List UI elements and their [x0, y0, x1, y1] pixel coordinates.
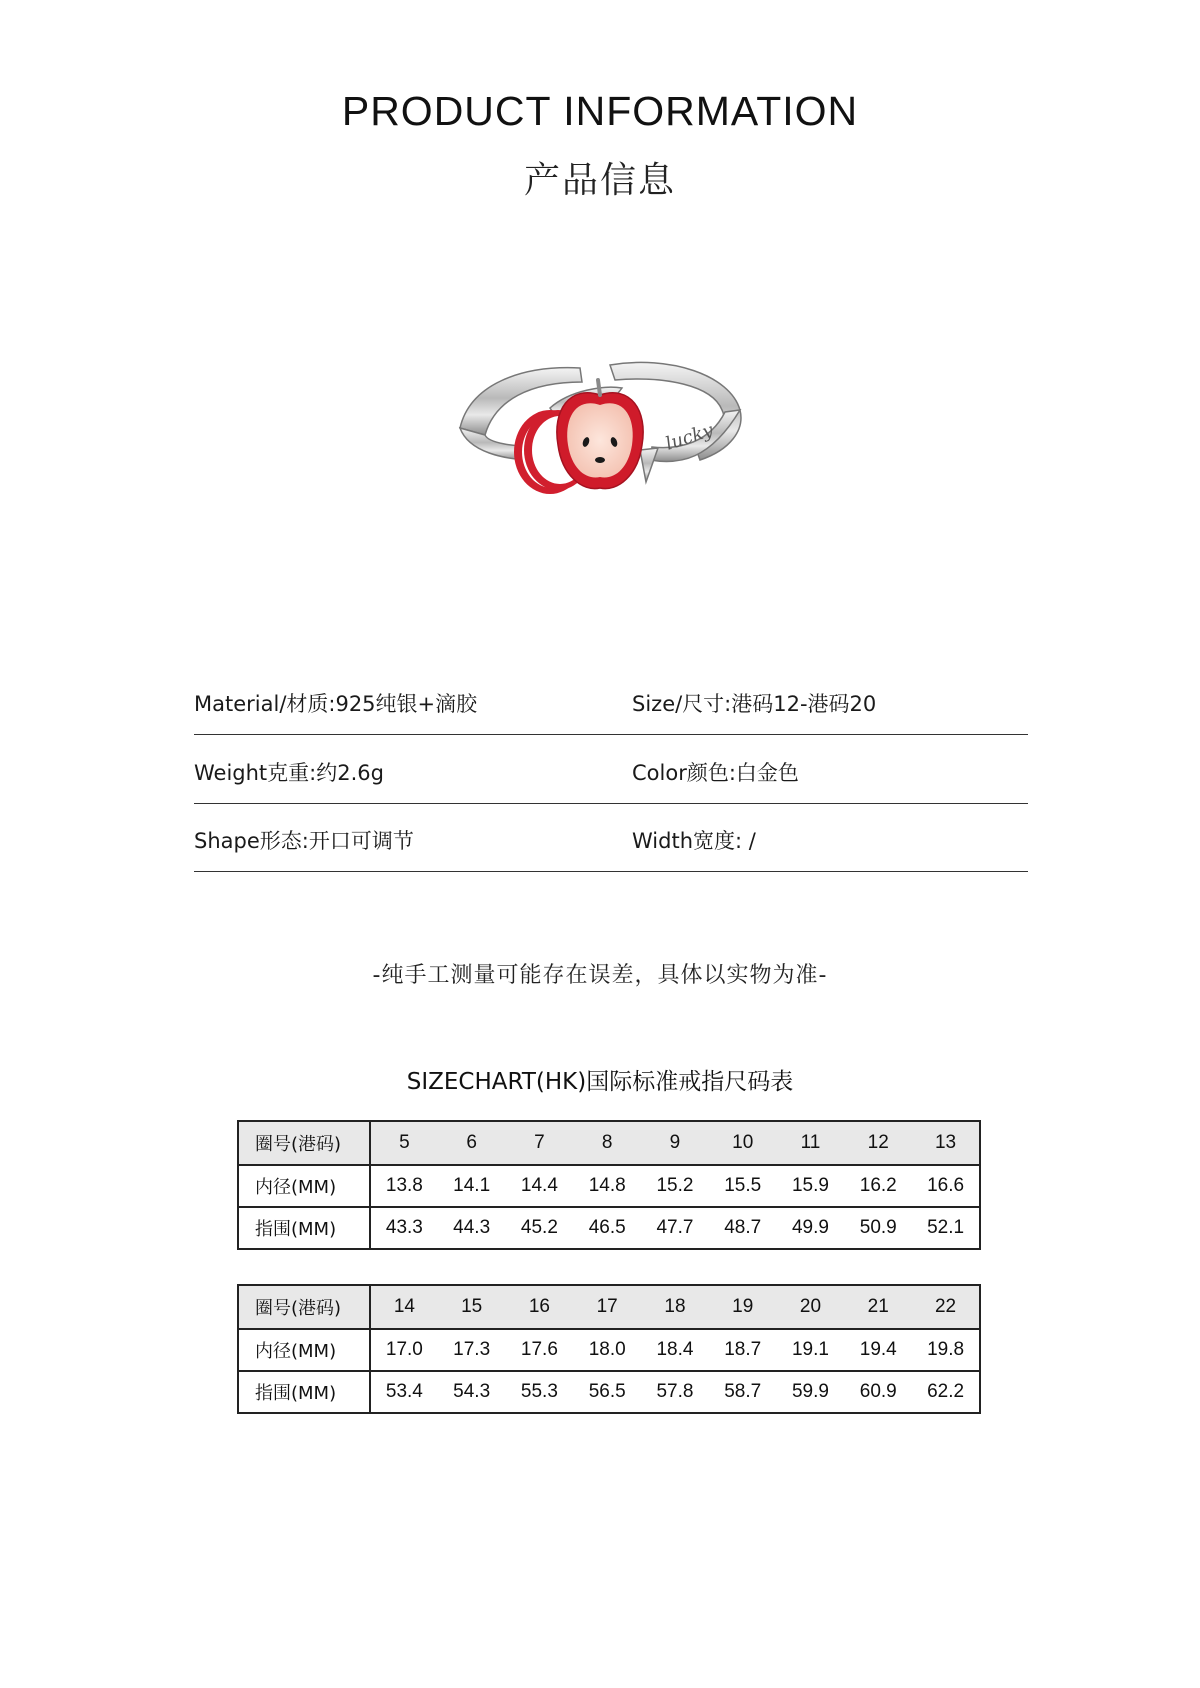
page-title-en: PRODUCT INFORMATION: [341, 88, 859, 134]
table-row: [238, 1371, 980, 1413]
row-label: 内径(MM): [238, 1329, 370, 1371]
row-label: 内径(MM): [238, 1165, 370, 1207]
table-cell: 55.3: [506, 1371, 574, 1413]
table-cell: 14.8: [573, 1165, 641, 1207]
table-cell: 17.0: [370, 1329, 438, 1371]
table-cell: 17.3: [438, 1329, 506, 1371]
table-cell: 20: [777, 1285, 845, 1329]
table-cell: 57.8: [641, 1371, 709, 1413]
table-cell: 16: [506, 1285, 574, 1329]
info-row-weight-color: [194, 743, 1028, 804]
table-cell: 14.1: [438, 1165, 506, 1207]
table-cell: 5: [370, 1121, 438, 1165]
size-text: Size/尺寸:港码12-港码20: [632, 692, 877, 716]
table-cell: 50.9: [844, 1207, 912, 1249]
measurement-note: -纯手工测量可能存在误差，具体以实物为准-: [372, 963, 828, 988]
size-table-2: [237, 1284, 981, 1414]
apple-ring-image: [440, 350, 770, 580]
table-cell: 17.6: [506, 1329, 574, 1371]
row-label: 指围(MM): [238, 1207, 370, 1249]
table-cell: 52.1: [912, 1207, 980, 1249]
material-text: Material/材质:925纯银+滴胶: [194, 692, 478, 716]
table-cell: 14.4: [506, 1165, 574, 1207]
table-cell: 12: [844, 1121, 912, 1165]
table-cell: 43.3: [370, 1207, 438, 1249]
table-cell: 10: [709, 1121, 777, 1165]
table-cell: 47.7: [641, 1207, 709, 1249]
table-cell: 45.2: [506, 1207, 574, 1249]
shape-text: Shape形态:开口可调节: [194, 829, 414, 853]
table-cell: 54.3: [438, 1371, 506, 1413]
table-cell: 14: [370, 1285, 438, 1329]
table-cell: 19: [709, 1285, 777, 1329]
row-label: 指围(MM): [238, 1371, 370, 1413]
table-row: [238, 1329, 980, 1371]
color-text: Color颜色:白金色: [632, 761, 799, 785]
table-cell: 8: [573, 1121, 641, 1165]
table-row: [238, 1207, 980, 1249]
table-cell: 15.2: [641, 1165, 709, 1207]
table-cell: 44.3: [438, 1207, 506, 1249]
table-row: [238, 1165, 980, 1207]
table-cell: 49.9: [777, 1207, 845, 1249]
table-cell: 15.9: [777, 1165, 845, 1207]
table-cell: 6: [438, 1121, 506, 1165]
info-row-shape-width: [194, 811, 1028, 872]
table-cell: 58.7: [709, 1371, 777, 1413]
row-label: 圈号(港码): [238, 1285, 370, 1329]
table-cell: 59.9: [777, 1371, 845, 1413]
table-cell: 19.1: [777, 1329, 845, 1371]
table-cell: 46.5: [573, 1207, 641, 1249]
table-cell: 16.6: [912, 1165, 980, 1207]
table-cell: 18.7: [709, 1329, 777, 1371]
width-text: Width宽度: /: [632, 829, 756, 853]
table-cell: 13.8: [370, 1165, 438, 1207]
table-cell: 53.4: [370, 1371, 438, 1413]
table-cell: 48.7: [709, 1207, 777, 1249]
size-table-1: [237, 1120, 981, 1250]
table-cell: 60.9: [844, 1371, 912, 1413]
table-cell: 19.8: [912, 1329, 980, 1371]
weight-text: Weight克重:约2.6g: [194, 761, 384, 785]
table-cell: 18: [641, 1285, 709, 1329]
table-cell: 15: [438, 1285, 506, 1329]
table-cell: 19.4: [844, 1329, 912, 1371]
table-cell: 7: [506, 1121, 574, 1165]
page-title-cn: 产品信息: [523, 160, 676, 201]
table-cell: 9: [641, 1121, 709, 1165]
table-cell: 16.2: [844, 1165, 912, 1207]
table-row: [238, 1285, 980, 1329]
size-chart-title: SIZECHART(HK)国际标准戒指尺码表: [406, 1069, 794, 1095]
table-cell: 11: [777, 1121, 845, 1165]
table-cell: 15.5: [709, 1165, 777, 1207]
table-cell: 62.2: [912, 1371, 980, 1413]
table-cell: 56.5: [573, 1371, 641, 1413]
table-cell: 17: [573, 1285, 641, 1329]
table-cell: 21: [844, 1285, 912, 1329]
table-cell: 18.0: [573, 1329, 641, 1371]
table-cell: 13: [912, 1121, 980, 1165]
info-row-material-size: [194, 674, 1028, 735]
table-row: [238, 1121, 980, 1165]
svg-text:lucky: lucky: [663, 419, 716, 455]
table-cell: 22: [912, 1285, 980, 1329]
row-label: 圈号(港码): [238, 1121, 370, 1165]
table-cell: 18.4: [641, 1329, 709, 1371]
